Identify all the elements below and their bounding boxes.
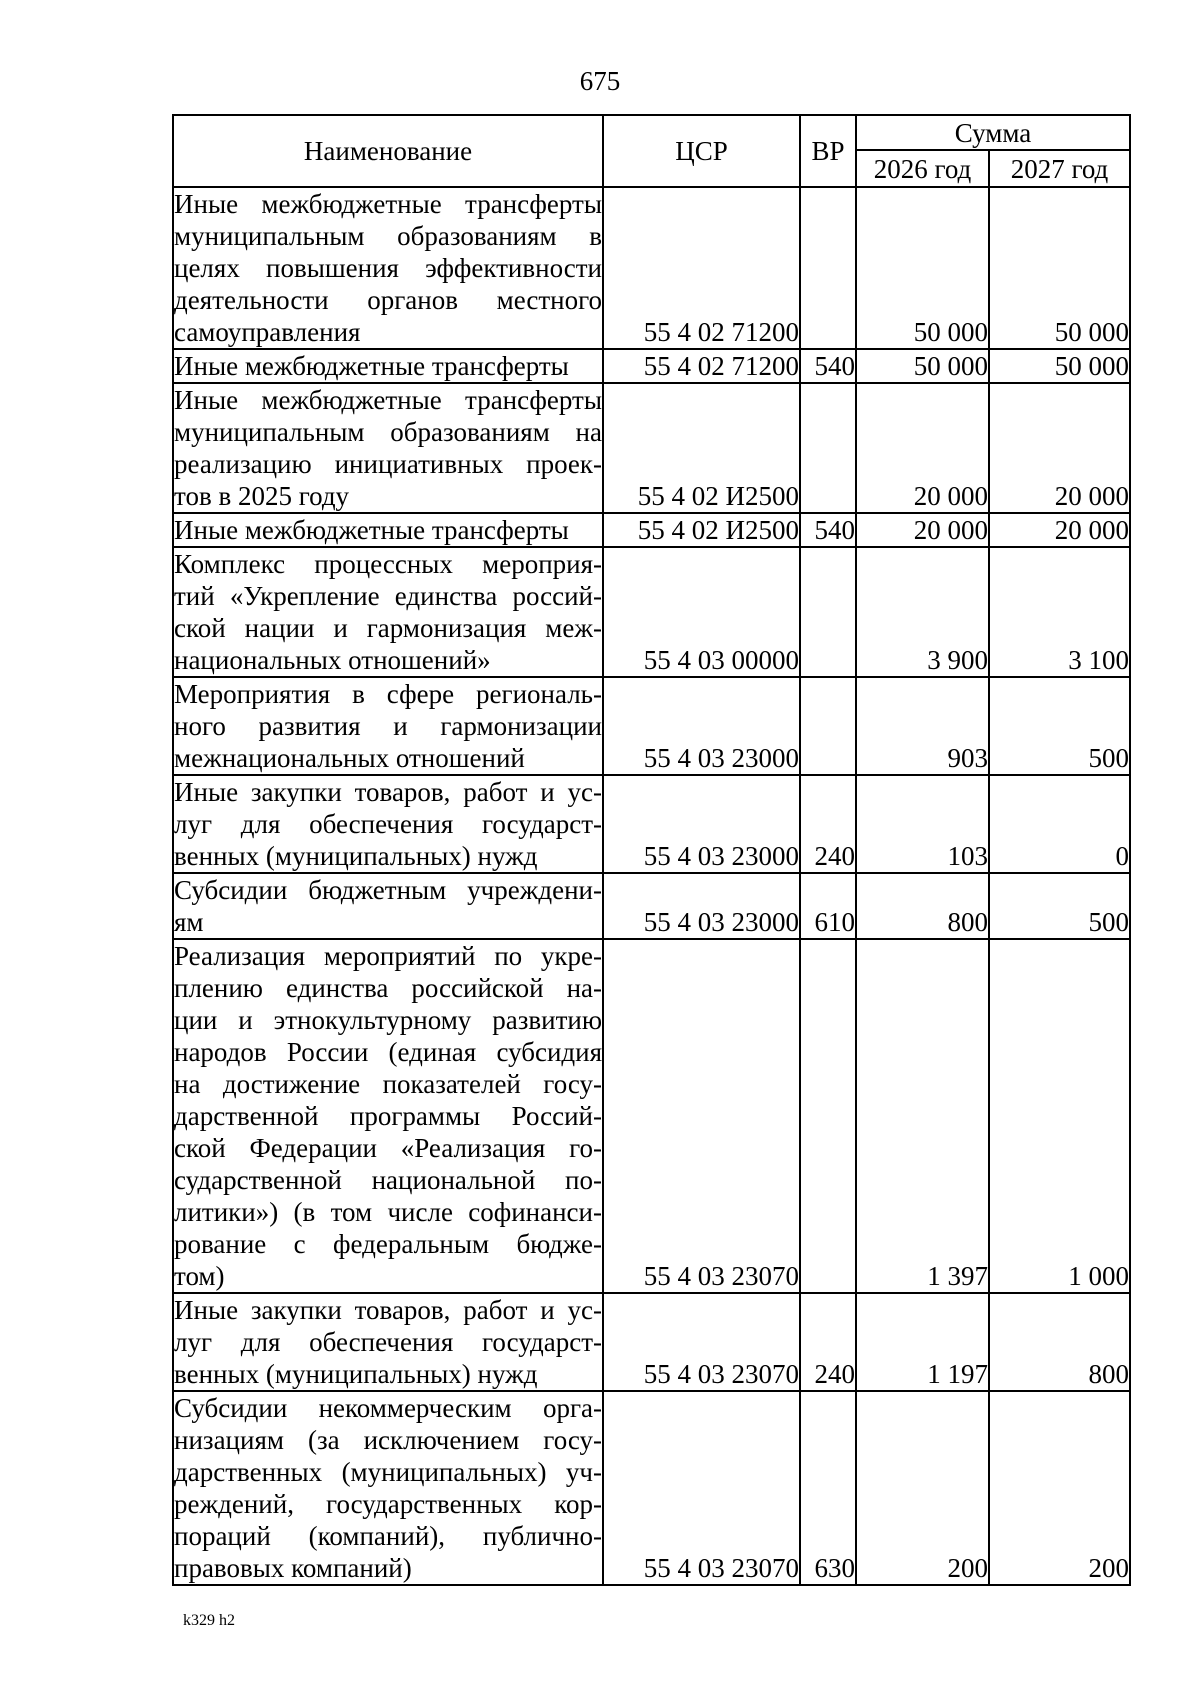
row-sum-2027: 20 000 (989, 383, 1130, 513)
row-csr: 55 4 02 И2500 (603, 513, 800, 547)
budget-table (172, 114, 1131, 1586)
row-name-line: на достижение показателей госу- (174, 1069, 602, 1099)
row-sum-2026: 1 397 (856, 939, 989, 1293)
page-number: 675 (579, 66, 621, 96)
row-name-line: том) (174, 1261, 225, 1291)
row-sum-2026: 20 000 (856, 383, 989, 513)
row-name-line: Мероприятия в сфере региональ- (174, 679, 602, 709)
row-sum-2027: 500 (989, 873, 1130, 939)
row-sum-2026: 50 000 (856, 187, 989, 349)
row-name-line: Иные межбюджетные трансферты (174, 351, 569, 381)
row-sum-2026: 3 900 (856, 547, 989, 677)
row-vr (800, 383, 856, 513)
row-name (173, 1391, 603, 1585)
row-name-line: Комплекс процессных мероприя- (174, 549, 602, 579)
row-sum-2027: 20 000 (989, 513, 1130, 547)
row-name-line: Иные межбюджетные трансферты (174, 189, 602, 219)
row-name-line: Субсидии бюджетным учреждени- (174, 875, 602, 905)
row-vr: 240 (800, 775, 856, 873)
row-sum-2027: 200 (989, 1391, 1130, 1585)
row-csr: 55 4 02 71200 (603, 349, 800, 383)
row-name-line: ской нации и гармонизация меж- (174, 613, 602, 643)
row-name-line: дарственной программы Россий- (174, 1101, 602, 1131)
table-row (173, 775, 1130, 873)
header-csr: ЦСР (603, 115, 800, 187)
row-name-line: деятельности органов местного (174, 285, 602, 315)
row-csr: 55 4 03 23000 (603, 873, 800, 939)
row-vr (800, 677, 856, 775)
row-name-line: муниципальным образованиям в (174, 221, 602, 251)
row-name-line: Иные закупки товаров, работ и ус- (174, 1295, 602, 1325)
row-sum-2026: 1 197 (856, 1293, 989, 1391)
row-name-line: реализацию инициативных проек- (174, 449, 602, 479)
row-sum-2027: 1 000 (989, 939, 1130, 1293)
row-name-line: самоуправления (174, 317, 361, 347)
row-name-line: реждений, государственных кор- (174, 1489, 602, 1519)
row-vr: 630 (800, 1391, 856, 1585)
row-name-line: тий «Укрепление единства россий- (174, 581, 602, 611)
row-csr: 55 4 03 23070 (603, 939, 800, 1293)
row-name-line: тов в 2025 году (174, 481, 350, 511)
row-name (173, 513, 603, 547)
row-vr: 610 (800, 873, 856, 939)
row-name-line: ской Федерации «Реализация го- (174, 1133, 602, 1163)
row-vr: 240 (800, 1293, 856, 1391)
row-name-line: национальных отношений» (174, 645, 491, 675)
row-name (173, 939, 603, 1293)
row-csr: 55 4 03 00000 (603, 547, 800, 677)
row-sum-2026: 903 (856, 677, 989, 775)
row-name (173, 873, 603, 939)
row-name-line: венных (муниципальных) нужд (174, 841, 538, 871)
row-name-line: дарственных (муниципальных) уч- (174, 1457, 602, 1487)
row-name (173, 1293, 603, 1391)
row-name-line: Иные межбюджетные трансферты (174, 515, 569, 545)
header-year-2026: 2026 год (856, 150, 989, 187)
row-vr (800, 547, 856, 677)
row-name-line: венных (муниципальных) нужд (174, 1359, 538, 1389)
table-row (173, 1391, 1130, 1585)
table-body (173, 187, 1130, 1585)
row-name (173, 677, 603, 775)
row-name-line: луг для обеспечения государст- (174, 1327, 602, 1357)
row-name-line: низациям (за исключением госу- (174, 1425, 602, 1455)
row-name-line: ям (174, 907, 204, 937)
header-name: Наименование (173, 115, 603, 187)
table-row (173, 513, 1130, 547)
row-csr: 55 4 03 23000 (603, 677, 800, 775)
row-name-line: Иные межбюджетные трансферты (174, 385, 602, 415)
header-sum: Сумма (856, 115, 1130, 150)
row-csr: 55 4 02 71200 (603, 187, 800, 349)
table-header-row (173, 115, 1130, 150)
header-year-2027: 2027 год (989, 150, 1130, 187)
row-csr: 55 4 03 23070 (603, 1293, 800, 1391)
row-name-line: Иные закупки товаров, работ и ус- (174, 777, 602, 807)
row-name-line: межнациональных отношений (174, 743, 525, 773)
row-sum-2027: 50 000 (989, 187, 1130, 349)
row-sum-2027: 500 (989, 677, 1130, 775)
row-name (173, 383, 603, 513)
row-name-line: ции и этнокультурному развитию (174, 1005, 602, 1035)
row-name (173, 187, 603, 349)
table-row (173, 873, 1130, 939)
row-name-line: ного развития и гармонизации (174, 711, 602, 741)
row-name-line: сударственной национальной по- (174, 1165, 602, 1195)
row-name (173, 349, 603, 383)
row-sum-2027: 800 (989, 1293, 1130, 1391)
row-name-line: целях повышения эффективности (174, 253, 602, 283)
footer-code: k329 h2 (183, 1612, 235, 1629)
row-name (173, 775, 603, 873)
row-sum-2027: 0 (989, 775, 1130, 873)
row-name-line: правовых компаний) (174, 1553, 412, 1583)
row-name-line: Субсидии некоммерческим орга- (174, 1393, 602, 1423)
row-name-line: Реализация мероприятий по укре- (174, 941, 602, 971)
header-vr: ВР (800, 115, 856, 187)
table-row (173, 349, 1130, 383)
row-sum-2026: 103 (856, 775, 989, 873)
table-row (173, 1293, 1130, 1391)
row-name-line: муниципальным образованиям на (174, 417, 602, 447)
row-vr: 540 (800, 349, 856, 383)
table-row (173, 187, 1130, 349)
row-name-line: пораций (компаний), публично- (174, 1521, 602, 1551)
row-vr: 540 (800, 513, 856, 547)
row-sum-2026: 200 (856, 1391, 989, 1585)
row-vr (800, 187, 856, 349)
row-name (173, 547, 603, 677)
row-sum-2027: 3 100 (989, 547, 1130, 677)
row-name-line: народов России (единая субсидия (174, 1037, 602, 1067)
row-sum-2026: 50 000 (856, 349, 989, 383)
row-name-line: плению единства российской на- (174, 973, 602, 1003)
table-row (173, 547, 1130, 677)
row-name-line: рование с федеральным бюдже- (174, 1229, 602, 1259)
table-row (173, 677, 1130, 775)
row-csr: 55 4 03 23070 (603, 1391, 800, 1585)
row-vr (800, 939, 856, 1293)
table-row (173, 383, 1130, 513)
row-sum-2026: 20 000 (856, 513, 989, 547)
row-name-line: литики») (в том числе софинанси- (174, 1197, 602, 1227)
row-csr: 55 4 02 И2500 (603, 383, 800, 513)
row-sum-2027: 50 000 (989, 349, 1130, 383)
row-name-line: луг для обеспечения государст- (174, 809, 602, 839)
row-sum-2026: 800 (856, 873, 989, 939)
row-csr: 55 4 03 23000 (603, 775, 800, 873)
table-row (173, 939, 1130, 1293)
